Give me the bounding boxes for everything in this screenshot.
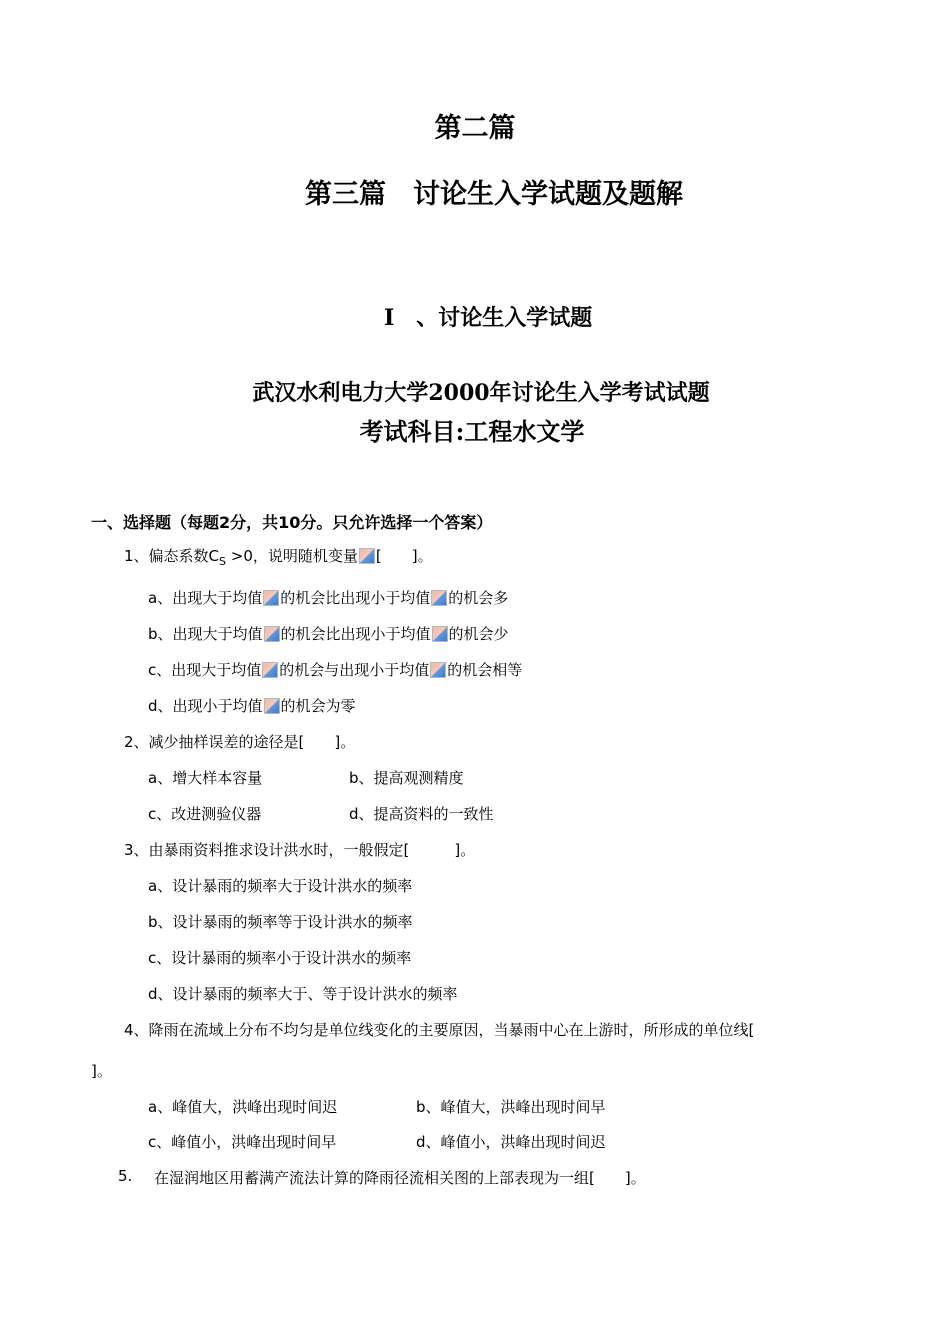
q3-option-c: c、设计暴雨的频率小于设计洪水的频率	[148, 949, 412, 967]
q2-option-b: b、提高观测精度	[349, 769, 464, 787]
q1-c-part2: 的机会与出现小于均值	[279, 661, 430, 679]
q2-option-d: d、提高资料的一致性	[349, 805, 494, 823]
question-4: 4、降雨在流域上分布不均匀是单位线变化的主要原因，当暴雨中心在上游时，所形成的单位线[	[124, 1021, 755, 1039]
q3-option-b: b、设计暴雨的频率等于设计洪水的频率	[148, 913, 413, 931]
question-3: 3、由暴雨资料推求设计洪水时，一般假定[ ]。	[124, 841, 476, 859]
broken-image-icon	[263, 590, 279, 606]
q1-b-part3: 的机会少	[448, 625, 509, 643]
q1-a-part2: 的机会比出现小于均值	[280, 589, 431, 607]
q2-option-c: c、改进测验仪器	[148, 805, 262, 823]
q1-subscript: S	[219, 555, 227, 568]
question-4-continued: ]。	[91, 1062, 112, 1080]
chapter-title: 第三篇 讨论生入学试题及题解	[305, 179, 683, 210]
broken-image-icon	[432, 626, 448, 642]
q2-option-a: a、增大样本容量	[148, 769, 263, 787]
section-title: Ⅰ 、讨论生入学试题	[384, 305, 593, 331]
q1-d-part2: 的机会为零	[280, 697, 356, 715]
broken-image-icon	[431, 590, 447, 606]
q4-option-d: d、峰值小，洪峰出现时间迟	[416, 1133, 606, 1151]
q4-option-b: b、峰值大，洪峰出现时间早	[416, 1098, 606, 1116]
q1-bracket: [ ]。	[375, 547, 433, 565]
q1-option-c	[148, 659, 522, 680]
section-heading: 一、选择题（每题2分，共10分。只允许选择一个答案）	[91, 513, 493, 532]
q3-option-a: a、设计暴雨的频率大于设计洪水的频率	[148, 877, 413, 895]
part-title: 第二篇	[434, 113, 516, 144]
question-1	[124, 545, 433, 568]
question-5-number: 5.	[118, 1167, 133, 1185]
exam-subject: 考试科目:工程水文学	[359, 417, 585, 446]
broken-image-icon	[262, 662, 278, 678]
broken-image-icon	[359, 548, 375, 564]
q3-option-d: d、设计暴雨的频率大于、等于设计洪水的频率	[148, 985, 458, 1003]
broken-image-icon	[264, 626, 280, 642]
q4-option-c: c、峰值小，洪峰出现时间早	[148, 1133, 337, 1151]
q1-text-pre: 1、偏态系数C	[124, 547, 220, 565]
q1-d-part1: d、出现小于均值	[148, 697, 263, 715]
q1-option-a	[148, 587, 508, 608]
q1-c-part3: 的机会相等	[447, 661, 523, 679]
q1-b-part1: b、出现大于均值	[148, 625, 263, 643]
broken-image-icon	[430, 662, 446, 678]
q1-a-part1: a、出现大于均值	[148, 589, 263, 607]
q1-option-d	[148, 695, 356, 716]
q1-option-b	[148, 623, 509, 644]
broken-image-icon	[264, 698, 280, 714]
question-2: 2、减少抽样误差的途径是[ ]。	[124, 733, 356, 751]
exam-title: 武汉水利电力大学2000年讨论生入学考试试题	[252, 380, 710, 406]
q1-a-part3: 的机会多	[448, 589, 509, 607]
q1-c-part1: c、出现大于均值	[148, 661, 262, 679]
q1-text-post: >0，说明随机变量	[226, 547, 358, 565]
question-5: 在湿润地区用蓄满产流法计算的降雨径流相关图的上部表现为一组[ ]。	[154, 1169, 646, 1187]
q1-b-part2: 的机会比出现小于均值	[280, 625, 431, 643]
q4-option-a: a、峰值大，洪峰出现时间迟	[148, 1098, 338, 1116]
